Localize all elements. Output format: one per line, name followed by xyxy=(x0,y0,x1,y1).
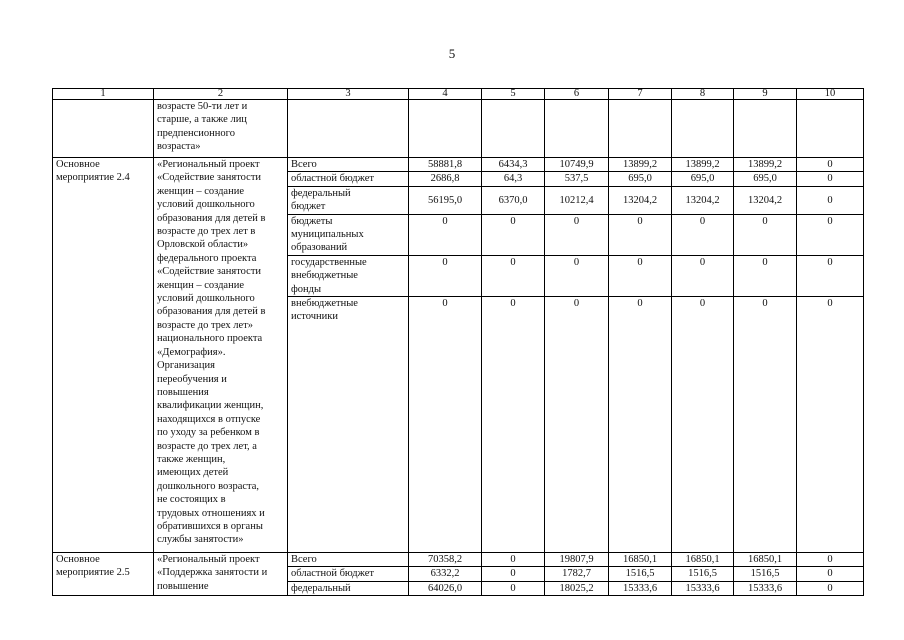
value-cell xyxy=(672,100,734,158)
value-cell xyxy=(409,100,482,158)
value-cell: 0 xyxy=(734,255,797,296)
value-cell: 0 xyxy=(797,186,864,214)
activity-name: Основное мероприятие 2.5 xyxy=(53,553,154,596)
table-row xyxy=(53,158,864,172)
activity-description: возрасте 50-ти лет и старше, а также лиц предпенсионного возраста» xyxy=(154,100,288,158)
value-cell: 2686,8 xyxy=(409,172,482,186)
funding-source: областной бюджет xyxy=(288,567,409,581)
header-cell: 10 xyxy=(797,89,864,100)
value-cell: 64,3 xyxy=(482,172,545,186)
value-cell: 13204,2 xyxy=(734,186,797,214)
table-row xyxy=(53,553,864,567)
value-cell: 16850,1 xyxy=(734,553,797,567)
activity-description: «Региональный проект «Содействие занятости женщин – создание условий дошкольного образования для детей в возрасте до трех лет в Орловской области» федерального проекта «Содействие занятости женщин – создание условий дошкольного образования для детей в возрасте до трех лет» национального проекта «Демография». Организация переобучения и повышения квалификации женщин, находящихся в отпуске по уходу за ребенком в возрасте до трех лет, а также женщин, имеющих детей дошкольного возраста, не состоящих в трудовых отношениях и обратившихся в органы службы занятости» xyxy=(154,158,288,553)
value-cell: 1516,5 xyxy=(609,567,672,581)
value-cell: 0 xyxy=(409,297,482,553)
header-cell: 9 xyxy=(734,89,797,100)
page-number: 5 xyxy=(448,46,456,61)
header-cell: 3 xyxy=(288,89,409,100)
value-cell: 13204,2 xyxy=(609,186,672,214)
value-cell: 0 xyxy=(409,214,482,255)
value-cell: 1516,5 xyxy=(672,567,734,581)
value-cell xyxy=(734,100,797,158)
value-cell: 1782,7 xyxy=(545,567,609,581)
header-cell: 5 xyxy=(482,89,545,100)
budget-table xyxy=(52,88,864,596)
value-cell: 64026,0 xyxy=(409,581,482,595)
value-cell: 0 xyxy=(797,567,864,581)
value-cell: 10212,4 xyxy=(545,186,609,214)
funding-source: федеральный бюджет xyxy=(288,186,409,214)
value-cell: 0 xyxy=(482,255,545,296)
value-cell: 13899,2 xyxy=(609,158,672,172)
value-cell: 0 xyxy=(482,214,545,255)
value-cell xyxy=(609,100,672,158)
value-cell: 695,0 xyxy=(672,172,734,186)
funding-source: внебюджетные источники xyxy=(288,297,409,553)
header-cell: 7 xyxy=(609,89,672,100)
funding-source: Всего xyxy=(288,553,409,567)
value-cell: 15333,6 xyxy=(609,581,672,595)
funding-source: федеральный xyxy=(288,581,409,595)
value-cell: 15333,6 xyxy=(672,581,734,595)
value-cell: 695,0 xyxy=(734,172,797,186)
value-cell: 56195,0 xyxy=(409,186,482,214)
value-cell: 0 xyxy=(609,255,672,296)
value-cell: 0 xyxy=(797,158,864,172)
funding-source: Всего xyxy=(288,158,409,172)
value-cell: 19807,9 xyxy=(545,553,609,567)
funding-source: областной бюджет xyxy=(288,172,409,186)
value-cell: 1516,5 xyxy=(734,567,797,581)
activity-name: Основное мероприятие 2.4 xyxy=(53,158,154,553)
header-cell: 1 xyxy=(53,89,154,100)
header-row xyxy=(53,89,864,100)
continuation-row xyxy=(53,100,864,158)
value-cell: 13204,2 xyxy=(672,186,734,214)
value-cell: 695,0 xyxy=(609,172,672,186)
header-cell: 2 xyxy=(154,89,288,100)
value-cell: 0 xyxy=(734,297,797,553)
value-cell: 0 xyxy=(672,255,734,296)
activity-description: «Региональный проект «Поддержка занятости и повышение xyxy=(154,553,288,596)
value-cell: 0 xyxy=(797,172,864,186)
value-cell: 0 xyxy=(545,214,609,255)
value-cell xyxy=(797,100,864,158)
value-cell: 0 xyxy=(482,553,545,567)
value-cell: 0 xyxy=(409,255,482,296)
value-cell: 18025,2 xyxy=(545,581,609,595)
activity-name-cell xyxy=(53,100,154,158)
value-cell: 13899,2 xyxy=(672,158,734,172)
value-cell: 6332,2 xyxy=(409,567,482,581)
value-cell: 0 xyxy=(797,581,864,595)
value-cell: 6370,0 xyxy=(482,186,545,214)
funding-source: государственные внебюджетные фонды xyxy=(288,255,409,296)
value-cell: 0 xyxy=(797,297,864,553)
value-cell: 0 xyxy=(797,553,864,567)
value-cell: 16850,1 xyxy=(609,553,672,567)
value-cell: 537,5 xyxy=(545,172,609,186)
value-cell: 6434,3 xyxy=(482,158,545,172)
value-cell: 0 xyxy=(797,214,864,255)
value-cell: 0 xyxy=(482,567,545,581)
funding-source: бюджеты муниципальных образований xyxy=(288,214,409,255)
value-cell: 0 xyxy=(734,214,797,255)
value-cell: 13899,2 xyxy=(734,158,797,172)
value-cell: 0 xyxy=(545,255,609,296)
value-cell: 70358,2 xyxy=(409,553,482,567)
funding-source-cell xyxy=(288,100,409,158)
value-cell: 16850,1 xyxy=(672,553,734,567)
value-cell: 0 xyxy=(609,214,672,255)
value-cell: 0 xyxy=(672,214,734,255)
header-cell: 4 xyxy=(409,89,482,100)
value-cell: 0 xyxy=(672,297,734,553)
value-cell: 0 xyxy=(609,297,672,553)
value-cell: 0 xyxy=(797,255,864,296)
value-cell: 58881,8 xyxy=(409,158,482,172)
header-cell: 6 xyxy=(545,89,609,100)
value-cell: 0 xyxy=(545,297,609,553)
value-cell: 0 xyxy=(482,297,545,553)
value-cell xyxy=(545,100,609,158)
value-cell: 0 xyxy=(482,581,545,595)
header-cell: 8 xyxy=(672,89,734,100)
value-cell: 15333,6 xyxy=(734,581,797,595)
value-cell xyxy=(482,100,545,158)
value-cell: 10749,9 xyxy=(545,158,609,172)
